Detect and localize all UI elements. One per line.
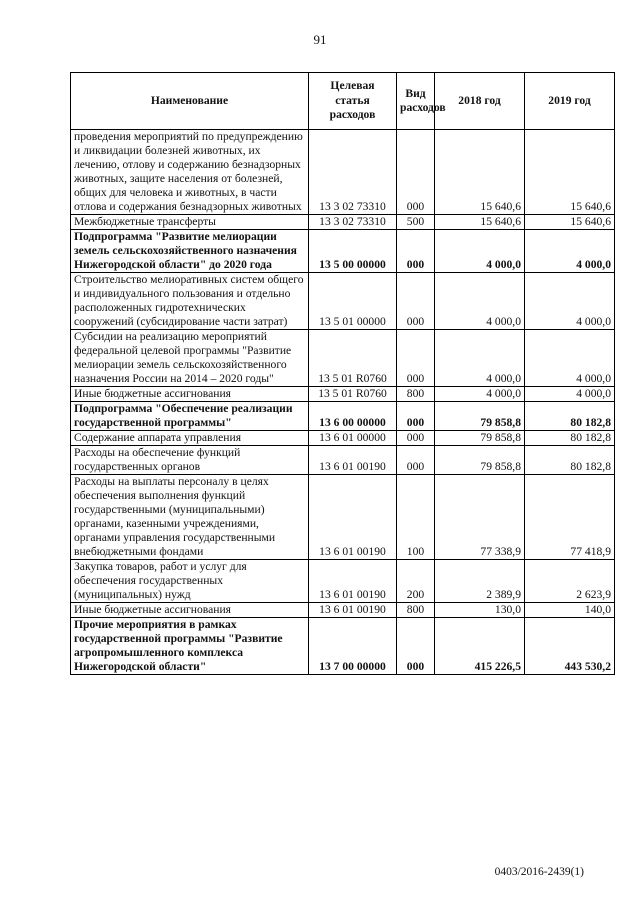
- row-2018: 79 858,8: [435, 446, 525, 475]
- row-name: Иные бюджетные ассигнования: [71, 603, 309, 618]
- row-name: Расходы на выплаты персоналу в целях обеспечения выполнения функций государственными (муниципальными) органами, казенными учреждениями, органами управления государственными внебюджетными фондами: [71, 475, 309, 560]
- row-2018: 4 000,0: [435, 230, 525, 273]
- row-2018: 77 338,9: [435, 475, 525, 560]
- budget-table: [70, 72, 615, 675]
- table-row: [71, 431, 615, 446]
- table-row: [71, 330, 615, 387]
- row-name: Строительство мелиоративных систем общего и индивидуального пользования и отдельно расположенных гидротехнических сооружений (субсидирование части затрат): [71, 273, 309, 330]
- row-kind: 500: [397, 215, 435, 230]
- header-article: Целевая статья расходов: [309, 73, 397, 130]
- row-2018: 4 000,0: [435, 273, 525, 330]
- row-kind: 000: [397, 618, 435, 675]
- row-2019: 15 640,6: [525, 130, 615, 215]
- row-2019: 2 623,9: [525, 560, 615, 603]
- row-code: 13 3 02 73310: [309, 130, 397, 215]
- row-2018: 79 858,8: [435, 402, 525, 431]
- row-kind: 000: [397, 230, 435, 273]
- row-kind: 800: [397, 603, 435, 618]
- header-name: Наименование: [71, 73, 309, 130]
- row-code: 13 6 00 00000: [309, 402, 397, 431]
- row-kind: 800: [397, 387, 435, 402]
- table-row: [71, 560, 615, 603]
- row-code: 13 3 02 73310: [309, 215, 397, 230]
- row-name: Подпрограмма "Обеспечение реализации государственной программы": [71, 402, 309, 431]
- row-2018: 15 640,6: [435, 215, 525, 230]
- table-row: [71, 215, 615, 230]
- table-row: [71, 387, 615, 402]
- row-name: Подпрограмма "Развитие мелиорации земель сельскохозяйственного назначения Нижегородской области" до 2020 года: [71, 230, 309, 273]
- row-name: проведения мероприятий по предупреждению и ликвидации болезней животных, их лечению, отлову и содержанию безнадзорных животных, защите населения от болезней, общих для человека и животных, в части отлова и содержания безнадзорных животных: [71, 130, 309, 215]
- row-code: 13 6 01 00190: [309, 475, 397, 560]
- row-code: 13 6 01 00190: [309, 603, 397, 618]
- row-name: Содержание аппарата управления: [71, 431, 309, 446]
- table-row: [71, 475, 615, 560]
- header-kind: Вид расходов: [397, 73, 435, 130]
- row-kind: 000: [397, 330, 435, 387]
- row-2019: 80 182,8: [525, 431, 615, 446]
- table-row: [71, 402, 615, 431]
- row-name: Расходы на обеспечение функций государственных органов: [71, 446, 309, 475]
- row-name: Субсидии на реализацию мероприятий федеральной целевой программы "Развитие мелиорации земель сельскохозяйственного назначения России на 2014 – 2020 годы": [71, 330, 309, 387]
- row-2018: 79 858,8: [435, 431, 525, 446]
- row-code: 13 6 01 00190: [309, 560, 397, 603]
- row-2018: 4 000,0: [435, 330, 525, 387]
- row-code: 13 5 01 00000: [309, 273, 397, 330]
- row-code: 13 6 01 00000: [309, 431, 397, 446]
- row-kind: 100: [397, 475, 435, 560]
- row-code: 13 5 01 R0760: [309, 387, 397, 402]
- row-2019: 80 182,8: [525, 446, 615, 475]
- row-2018: 4 000,0: [435, 387, 525, 402]
- row-kind: 000: [397, 446, 435, 475]
- row-kind: 000: [397, 402, 435, 431]
- table-row: [71, 446, 615, 475]
- row-name: Иные бюджетные ассигнования: [71, 387, 309, 402]
- row-2019: 4 000,0: [525, 330, 615, 387]
- table-row: [71, 130, 615, 215]
- row-2019: 4 000,0: [525, 387, 615, 402]
- header-2019: 2019 год: [525, 73, 615, 130]
- page-number: 91: [313, 32, 327, 47]
- row-2019: 4 000,0: [525, 273, 615, 330]
- row-kind: 000: [397, 273, 435, 330]
- row-name: Закупка товаров, работ и услуг для обеспечения государственных (муниципальных) нужд: [71, 560, 309, 603]
- header-2018: 2018 год: [435, 73, 525, 130]
- table-row: [71, 230, 615, 273]
- row-2019: 4 000,0: [525, 230, 615, 273]
- table-row: [71, 273, 615, 330]
- row-code: 13 5 01 R0760: [309, 330, 397, 387]
- row-code: 13 6 01 00190: [309, 446, 397, 475]
- row-code: 13 7 00 00000: [309, 618, 397, 675]
- row-name: Прочие мероприятия в рамках государственной программы "Развитие агропромышленного комплекса Нижегородской области": [71, 618, 309, 675]
- row-2018: 415 226,5: [435, 618, 525, 675]
- row-2018: 130,0: [435, 603, 525, 618]
- row-kind: 000: [397, 431, 435, 446]
- row-2019: 80 182,8: [525, 402, 615, 431]
- row-kind: 000: [397, 130, 435, 215]
- row-2018: 15 640,6: [435, 130, 525, 215]
- row-2019: 140,0: [525, 603, 615, 618]
- row-2019: 443 530,2: [525, 618, 615, 675]
- row-code: 13 5 00 00000: [309, 230, 397, 273]
- table-row: [71, 618, 615, 675]
- row-name: Межбюджетные трансферты: [71, 215, 309, 230]
- row-2018: 2 389,9: [435, 560, 525, 603]
- row-kind: 200: [397, 560, 435, 603]
- document-code: 0403/2016-2439(1): [494, 866, 584, 878]
- table-header-row: [71, 73, 615, 130]
- row-2019: 77 418,9: [525, 475, 615, 560]
- table-row: [71, 603, 615, 618]
- row-2019: 15 640,6: [525, 215, 615, 230]
